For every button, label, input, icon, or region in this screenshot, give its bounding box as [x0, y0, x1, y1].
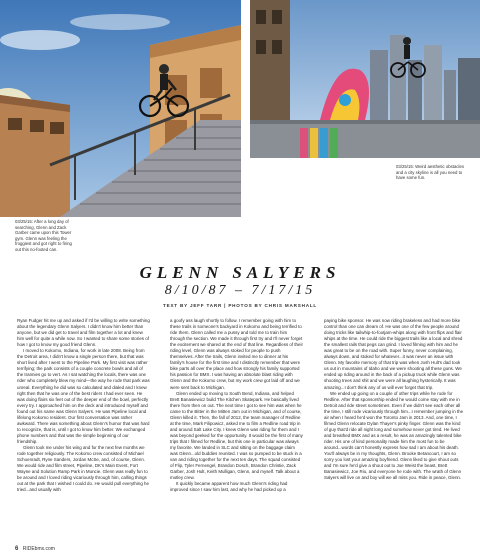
rider-photo-right: [250, 0, 480, 158]
article-byline: TEXT BY JEFF TARR | PHOTOS BY CHRIS MARSHALL: [162, 303, 318, 308]
article-column-3: [324, 318, 464, 540]
paragraph: Glenn took me under his wing and for the next few months we rode together religiously. The Kokomo crew consisted of Michael Schoenradt, Ryne Sanders, Jordan McSe, and, of course, Glenn. We would ride and film street, Pipeline, DK's Main Event, Fort Wayne and Solution Ramp Park in Muncie. Glenn was really fun to be around and I loved riding vicariously through him, calling things out at the park that I wished I could do. He would pull everything he tried...and usually with: [17, 444, 149, 493]
rider-photo-left: [0, 0, 241, 217]
city-skyline-photo: [250, 0, 480, 158]
stair-rail-photo: [0, 0, 241, 217]
paragraph: It quickly became apparent how much Glenn's riding had improved since I saw him last, and why he had picked up a: [170, 481, 288, 493]
article-column-1: [17, 318, 150, 540]
paragraph: paying bike sponsor. He was now riding brakeless and had more bike control than one can dream of. He was one of the few people around doing tricks like tailwhip-to-footjam-whips along with front flips and flair whips at the time. He could ride the biggest trails like a local and shred the smallest rails that pegs can grind. I loved filming with him and he was great to be on the road with. Super funny, never complaining, always down, and stoked for whatever...it was never an issue with Glenn. My favorite memory of that trip was when Josh Hult's dad took us out in mountains of Idaho and we were shooting all these guns. We ended up riding around in the back of a pickup truck while Glenn was shooting trees and shit and we were all laughing hysterically. It was amazing...I don't think any of us will ever forget that trip.: [324, 318, 463, 390]
photo-caption-right: 03/25/15: Weird aesthetic obstacles and a city skyline is all you need to have some fun.: [396, 164, 464, 181]
paragraph: a goofy ass laugh shortly to follow. I remember going with him to these trails in someone's backyard in Kokomo and being terrified to ride them. Glenn called me a pussy and told me to train him through the section. We made it through first try and I'll never forget the excitement we shared at the end of that line. Regardless of their riding level, Glenn was always stoked for people to push themselves. After the trails, Glenn invited me to dinner at his family's house for the first time and I distinctly remember that were bike parts all over the place and how strongly his family supported his passion for BMX. I was having an absolute blast riding with Glenn and the Kokomo crew, but my work crew got laid off and we were sent back to Michigan.: [170, 318, 303, 390]
page-footer: [15, 546, 55, 552]
article-column-2: [170, 318, 303, 540]
article-dates: 8/10/87 – 7/17/15: [164, 283, 316, 298]
article-title: GLENN SALYERS: [139, 263, 341, 282]
page-number: 6: [15, 546, 19, 552]
paragraph: Glenn ended up moving to South Bend, Indiana, and helped Brett Banasiewicz build The Kitchen Skatepark. He basically lived there from then on out. The next time I got to see him was when he came to the Bitter in the Mitten Jam out in Michigan, and of course, Glenn killed it. Then, the fall of 2012, the team manager of Redline at the time, Mark Filipowicz, asked me to film a Redline road trip in and around Salt Lake City. I knew Glenn was riding for them and I was beyond geeked for the opportunity. It would be the first of many trips that I filmed for Redline, but this one in particular was always my favorite. We landed in SLC and sitting on the baggage claim was Glenn...old buddies reunited. I was so pumped to be stuck in a van and riding together for the next ten days. The squad consisted of Flip, Tyler Fernengel, Brandon Dosch, Brandon Christie, Zack Garber, Josh Hult, Keith Mulligan, Glenn, and myself. Talk about a motley crew.: [170, 390, 303, 481]
photo-caption-left: 03/25/15: After a long day of searching, Glenn and Zack Garber came upon this Tower gym. Glenn was feeling the froggiest and got right to firing out this no-footed can.: [15, 219, 72, 252]
paragraph: Ryan Fudger hit me up and asked if I'd be willing to write something about the legendary Glenn Salyers. I didn't know him better than anyone, but we did get to travel and film together a lot and knew him well for quite a while now. So I wanted to share some stories of how I got to know my good friend Glenn.: [17, 318, 150, 348]
paragraph: We ended up going on a couple of other trips while he rode for Redline. After that sponsorship ended he would come stay with me in Detroit and ride street sometimes. Even if we didn't see each other all the time, I still rode vicariously through him...I remember jumping in the air when I heard he'd won the Toronto Jam in 2013. And, one time, I filmed Glenn relocate Dylan Thayer's pinky finger. Glenn was the kind of guy that'd ride all night long and somehow never got tired. He lived and breathed BMX and as a result, he was an amazingly talented bike rider. His one of kind personality made him the most fun to be around...words can't honestly express how sad I am about his death. You'll always be in my thoughts, Glenn. Brooke Betancourt, I am so sorry you lost your amazing boyfriend. Glenn liked to give shout outs and I'm sure he'd give a shout out to Joe Weist the beast, Brett Banasiewicz, Joe Rio, and everyone he rode with. The wrath of Glenn Salyers will live on and boy will we all miss you. Ride in peace, Glenn.: [324, 390, 464, 481]
paragraph: I moved to Kokomo, Indiana, for work in late 2008. Being from the Detroit area, I didn't know a single person there, but that was short lived after I went to the Pipeline Park. My first visit was rather terrifying; the park consists of a couple concrete bowls and all of the trannies go to vert. As I sat watching the locals, there was one rider who completely blew my mind—the way he rode that park was unreal. Everything he did was so calculated and dialed and I knew right then that he was one of the best riders I had ever seen. He was doing flairs six feet out of the deeper end of the bowl, perfectly every try. I approached him on the deck and introduced myself and found out his name was Glenn Salyers. He was Pipeline local and lifelong Kokomo resident. Our first conversation was rather awkward. There was something about Glenn's humor that was hard to recognize, that is, until I got to know him better. We exchanged phone numbers and that was the simple beginning of our friendship.: [17, 348, 150, 444]
site-url: RIDEbmx.com: [22, 546, 55, 552]
